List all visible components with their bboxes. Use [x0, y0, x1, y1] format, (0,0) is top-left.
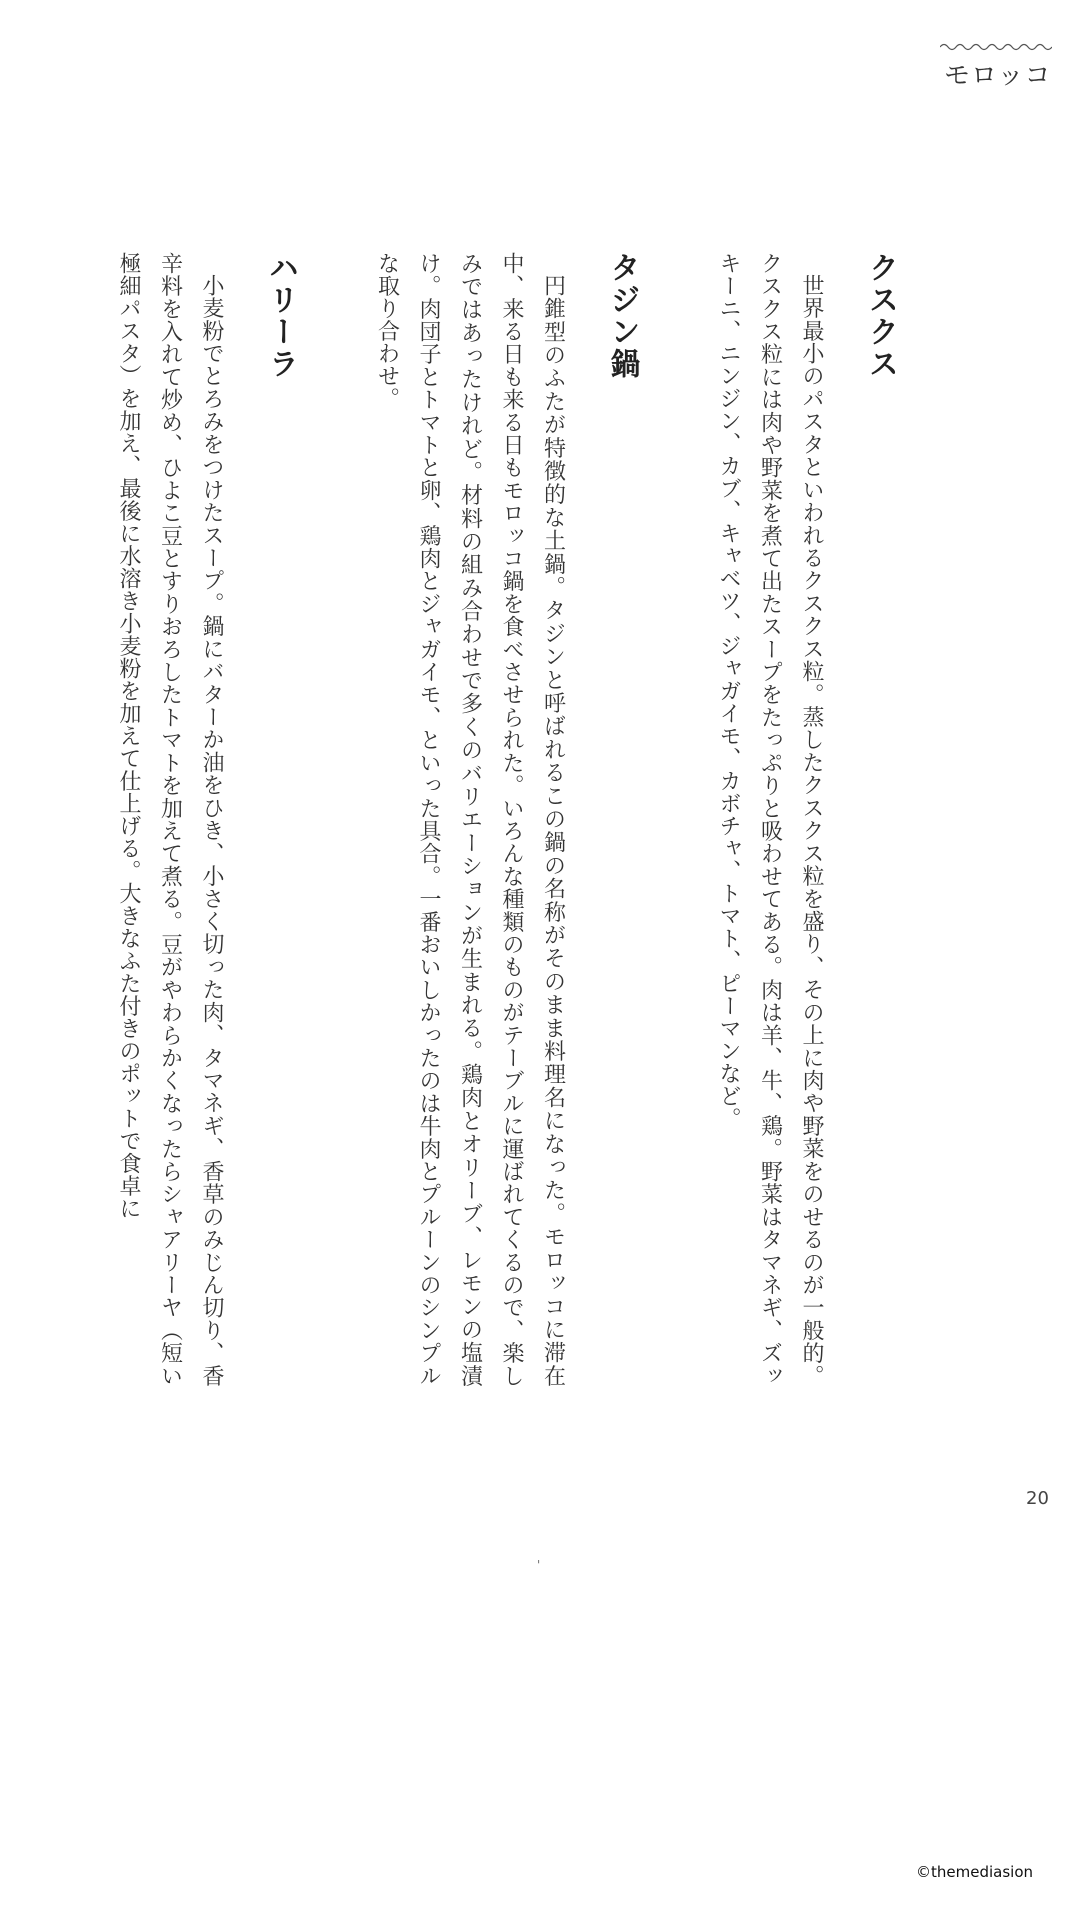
- section-couscous: [708, 252, 901, 1387]
- section-paragraph: 小麦粉でとろみをつけたスープ。鍋にバターか油をひき、小さく切った肉、タマネギ、香草のみじん切り、香辛料を入れて炒め、ひよこ豆とすりおろしたトマトを加えて煮る。豆がやわらかくなったらシャアリーヤ（短い極細パスタ）を加え、最後に水溶き小麦粉を加えて仕上げる。大きなふた付きのポットで食卓に: [116, 252, 224, 1387]
- vertical-text-body: [42, 252, 901, 1387]
- section-tajine: [366, 252, 642, 1387]
- section-title: ハリーラ: [263, 252, 298, 380]
- page-number: 20: [1026, 1488, 1049, 1509]
- section-paragraph: 世界最小のパスタといわれるクスクス粒。蒸したクスクス粒を盛り、その上に肉や野菜をのせるのが一般的。クスクス粒には肉や野菜を煮て出たスープをたっぷりと吸わせてある。肉は羊、牛、鶏。野菜はタマネギ、ズッキーニ、ニンジン、カブ、キャベツ、ジャガイモ、カボチャ、トマト、ピーマンなど。: [716, 252, 824, 1387]
- section-paragraph: 円錐型のふたが特徴的な土鍋。タジンと呼ばれるこの鍋の名称がそのまま料理名になった。モロッコに滞在中、来る日も来る日もモロッコ鍋を食べさせられた。いろんな種類のものがテーブルに運ばれてくるので、楽しみではあったけれど。材料の組み合わせで多くのバリエーションが生まれる。鶏肉とオリーブ、レモンの塩漬け。肉団子とトマトと卵、鶏肉とジャガイモ、といった具合。一番おいしかったのは牛肉とプルーンのシンプルな取り合わせ。: [374, 252, 566, 1387]
- copyright-notice: ©themediasion: [916, 1863, 1034, 1881]
- running-head: モロッコ: [944, 61, 1052, 91]
- section-title: クスクス: [863, 252, 898, 380]
- section-harira: [108, 252, 301, 1387]
- section-title: タジン鍋: [604, 252, 640, 380]
- header-wave-ornament: [940, 40, 1052, 54]
- stray-mark: ': [537, 1558, 541, 1572]
